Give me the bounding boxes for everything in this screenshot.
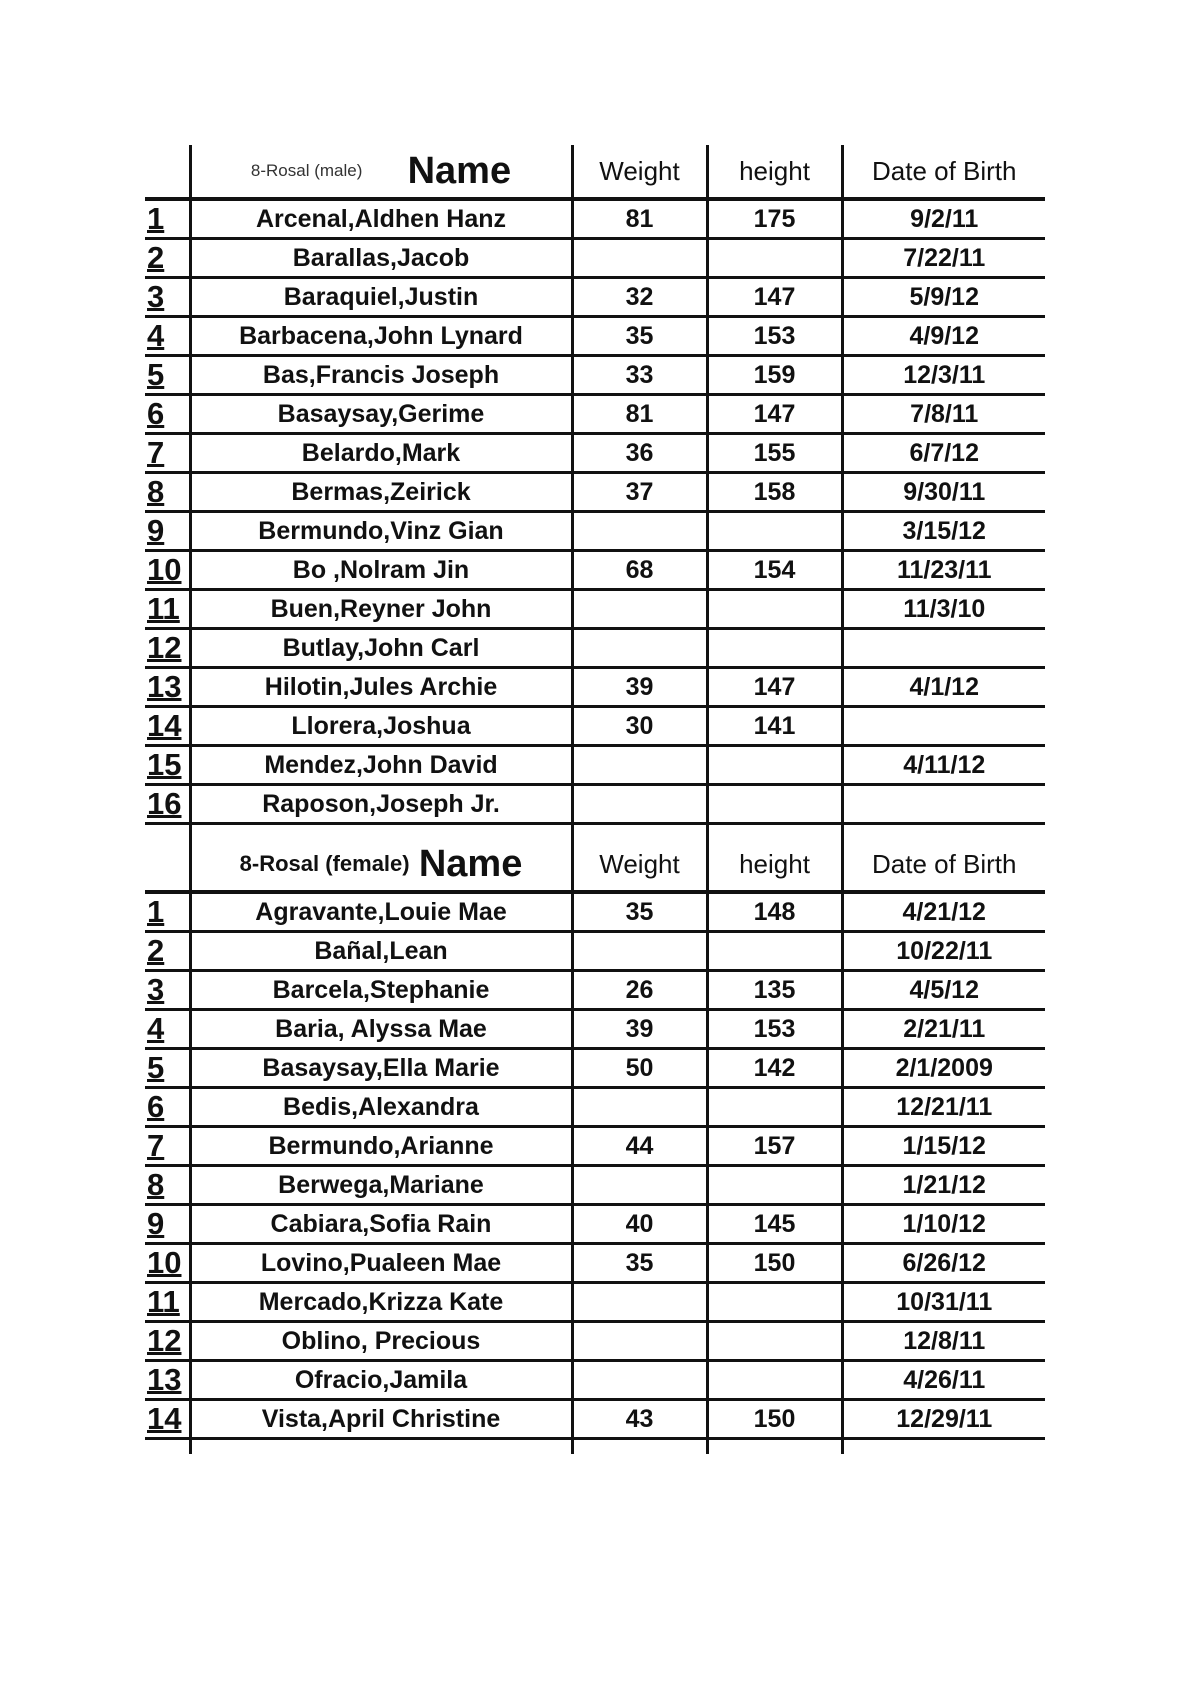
- date-of-birth-cell: 1/21/12: [842, 1166, 1045, 1205]
- height-cell: [707, 629, 842, 668]
- weight-cell: [572, 1088, 707, 1127]
- row-number: 7: [145, 434, 190, 473]
- empty-cell: [842, 1439, 1045, 1455]
- row-number: 3: [145, 971, 190, 1010]
- weight-cell: 50: [572, 1049, 707, 1088]
- height-cell: [707, 932, 842, 971]
- row-number: 7: [145, 1127, 190, 1166]
- student-name: Bañal,Lean: [190, 932, 572, 971]
- date-of-birth-cell: 9/30/11: [842, 473, 1045, 512]
- empty-cell: [145, 824, 190, 840]
- student-name: Barcela,Stephanie: [190, 971, 572, 1010]
- weight-cell: 35: [572, 892, 707, 932]
- height-cell: [707, 1283, 842, 1322]
- table-row: [145, 473, 1045, 512]
- table-row: [145, 395, 1045, 434]
- row-number: 4: [145, 1010, 190, 1049]
- name-column-header: [190, 145, 572, 199]
- height-cell: 142: [707, 1049, 842, 1088]
- date-of-birth-cell: 11/23/11: [842, 551, 1045, 590]
- date-of-birth-cell: 3/15/12: [842, 512, 1045, 551]
- weight-cell: 44: [572, 1127, 707, 1166]
- table-row: [145, 785, 1045, 824]
- height-cell: [707, 785, 842, 824]
- table-row: [145, 551, 1045, 590]
- date-of-birth-cell: 4/21/12: [842, 892, 1045, 932]
- date-of-birth-cell: 4/11/12: [842, 746, 1045, 785]
- student-name: Basaysay,Ella Marie: [190, 1049, 572, 1088]
- student-name: Arcenal,Aldhen Hanz: [190, 199, 572, 239]
- weight-cell: [572, 932, 707, 971]
- table-row: [145, 971, 1045, 1010]
- table-row: [145, 1127, 1045, 1166]
- height-cell: 175: [707, 199, 842, 239]
- date-of-birth-cell: 7/8/11: [842, 395, 1045, 434]
- table-row: [145, 1322, 1045, 1361]
- student-name: Lovino,Pualeen Mae: [190, 1244, 572, 1283]
- student-name: Bermas,Zeirick: [190, 473, 572, 512]
- height-cell: 153: [707, 317, 842, 356]
- weight-cell: [572, 1322, 707, 1361]
- weight-cell: 26: [572, 971, 707, 1010]
- table-tail-row: [145, 824, 1045, 840]
- height-cell: 145: [707, 1205, 842, 1244]
- date-of-birth-cell: 10/31/11: [842, 1283, 1045, 1322]
- height-cell: [707, 1088, 842, 1127]
- table-row: [145, 1049, 1045, 1088]
- table-tail-row: [145, 1439, 1045, 1455]
- student-name: Agravante,Louie Mae: [190, 892, 572, 932]
- student-name: Barbacena,John Lynard: [190, 317, 572, 356]
- date-of-birth-cell: 10/22/11: [842, 932, 1045, 971]
- student-name: Hilotin,Jules Archie: [190, 668, 572, 707]
- height-cell: 150: [707, 1400, 842, 1439]
- student-name: Butlay,John Carl: [190, 629, 572, 668]
- empty-cell: [190, 1439, 572, 1455]
- height-cell: 147: [707, 395, 842, 434]
- weight-cell: 33: [572, 356, 707, 395]
- row-number: 6: [145, 395, 190, 434]
- date-of-birth-cell: 6/26/12: [842, 1244, 1045, 1283]
- height-cell: 153: [707, 1010, 842, 1049]
- height-cell: [707, 1166, 842, 1205]
- row-number: 12: [145, 629, 190, 668]
- row-number: 5: [145, 356, 190, 395]
- table-row: [145, 932, 1045, 971]
- weight-column-header: Weight: [572, 145, 707, 199]
- student-name: Barallas,Jacob: [190, 239, 572, 278]
- weight-cell: 32: [572, 278, 707, 317]
- date-of-birth-cell: [842, 785, 1045, 824]
- empty-cell: [707, 1439, 842, 1455]
- height-cell: 150: [707, 1244, 842, 1283]
- student-name: Belardo,Mark: [190, 434, 572, 473]
- row-number: 4: [145, 317, 190, 356]
- table-row: [145, 629, 1045, 668]
- section-label: 8-Rosal (female): [239, 851, 410, 876]
- height-column-header: height: [707, 838, 842, 892]
- row-number: 11: [145, 590, 190, 629]
- row-number: 13: [145, 1361, 190, 1400]
- height-cell: 155: [707, 434, 842, 473]
- student-name: Llorera,Joshua: [190, 707, 572, 746]
- empty-cell: [842, 824, 1045, 840]
- weight-cell: 36: [572, 434, 707, 473]
- student-name: Raposon,Joseph Jr.: [190, 785, 572, 824]
- student-name: Baria, Alyssa Mae: [190, 1010, 572, 1049]
- table-row: [145, 707, 1045, 746]
- table-row: [145, 1166, 1045, 1205]
- table-row: [145, 356, 1045, 395]
- height-cell: 157: [707, 1127, 842, 1166]
- row-number: 2: [145, 932, 190, 971]
- weight-cell: [572, 239, 707, 278]
- female-roster-table: [145, 838, 1045, 1454]
- weight-column-header: Weight: [572, 838, 707, 892]
- table-row: [145, 892, 1045, 932]
- weight-cell: [572, 785, 707, 824]
- weight-cell: 37: [572, 473, 707, 512]
- table-row: [145, 668, 1045, 707]
- table-row: [145, 1088, 1045, 1127]
- header-row: [145, 838, 1045, 892]
- table-row: [145, 1205, 1045, 1244]
- height-cell: 154: [707, 551, 842, 590]
- row-number: 1: [145, 199, 190, 239]
- row-number: 11: [145, 1283, 190, 1322]
- height-cell: [707, 590, 842, 629]
- table-row: [145, 1361, 1045, 1400]
- weight-cell: [572, 746, 707, 785]
- row-number: 15: [145, 746, 190, 785]
- name-column-header: [190, 838, 572, 892]
- male-rows: [145, 199, 1045, 839]
- female-rows: [145, 892, 1045, 1454]
- table-row: [145, 1283, 1045, 1322]
- row-number: 2: [145, 239, 190, 278]
- height-cell: 135: [707, 971, 842, 1010]
- weight-cell: [572, 590, 707, 629]
- date-of-birth-cell: 2/1/2009: [842, 1049, 1045, 1088]
- row-number: 9: [145, 1205, 190, 1244]
- date-of-birth-cell: 2/21/11: [842, 1010, 1045, 1049]
- height-cell: 148: [707, 892, 842, 932]
- name-header-label: Name: [418, 842, 523, 885]
- dob-column-header: Date of Birth: [842, 145, 1045, 199]
- table-row: [145, 1244, 1045, 1283]
- row-number: 12: [145, 1322, 190, 1361]
- row-number: 16: [145, 785, 190, 824]
- empty-cell: [572, 824, 707, 840]
- student-name: Bermundo,Arianne: [190, 1127, 572, 1166]
- student-name: Bermundo,Vinz Gian: [190, 512, 572, 551]
- row-number: 14: [145, 707, 190, 746]
- weight-cell: 39: [572, 1010, 707, 1049]
- date-of-birth-cell: 1/15/12: [842, 1127, 1045, 1166]
- height-cell: [707, 239, 842, 278]
- table-row: [145, 746, 1045, 785]
- height-cell: [707, 1322, 842, 1361]
- height-cell: [707, 512, 842, 551]
- height-cell: [707, 1361, 842, 1400]
- date-of-birth-cell: 9/2/11: [842, 199, 1045, 239]
- weight-cell: 30: [572, 707, 707, 746]
- student-name: Ofracio,Jamila: [190, 1361, 572, 1400]
- row-number: 3: [145, 278, 190, 317]
- date-of-birth-cell: [842, 707, 1045, 746]
- weight-cell: 39: [572, 668, 707, 707]
- date-of-birth-cell: [842, 629, 1045, 668]
- student-name: Baraquiel,Justin: [190, 278, 572, 317]
- row-number: 9: [145, 512, 190, 551]
- weight-cell: 68: [572, 551, 707, 590]
- empty-cell: [145, 1439, 190, 1455]
- row-number: 8: [145, 473, 190, 512]
- row-number: 10: [145, 1244, 190, 1283]
- date-of-birth-cell: 12/8/11: [842, 1322, 1045, 1361]
- table-row: [145, 434, 1045, 473]
- number-column-header: [145, 838, 190, 892]
- student-name: Oblino, Precious: [190, 1322, 572, 1361]
- weight-cell: [572, 1283, 707, 1322]
- name-header-label: Name: [407, 149, 512, 192]
- weight-cell: 43: [572, 1400, 707, 1439]
- student-name: Bedis,Alexandra: [190, 1088, 572, 1127]
- table-row: [145, 239, 1045, 278]
- female-roster: [145, 838, 1045, 1454]
- student-name: Berwega,Mariane: [190, 1166, 572, 1205]
- height-column-header: height: [707, 145, 842, 199]
- weight-cell: [572, 1361, 707, 1400]
- date-of-birth-cell: 4/9/12: [842, 317, 1045, 356]
- table-row: [145, 1400, 1045, 1439]
- height-cell: 159: [707, 356, 842, 395]
- row-number: 5: [145, 1049, 190, 1088]
- student-name: Buen,Reyner John: [190, 590, 572, 629]
- date-of-birth-cell: 1/10/12: [842, 1205, 1045, 1244]
- empty-cell: [190, 824, 572, 840]
- empty-cell: [572, 1439, 707, 1455]
- weight-cell: 81: [572, 199, 707, 239]
- weight-cell: [572, 512, 707, 551]
- date-of-birth-cell: 4/5/12: [842, 971, 1045, 1010]
- date-of-birth-cell: 12/3/11: [842, 356, 1045, 395]
- weight-cell: 40: [572, 1205, 707, 1244]
- weight-cell: [572, 629, 707, 668]
- table-row: [145, 199, 1045, 239]
- row-number: 8: [145, 1166, 190, 1205]
- weight-cell: 81: [572, 395, 707, 434]
- student-name: Cabiara,Sofia Rain: [190, 1205, 572, 1244]
- dob-column-header: Date of Birth: [842, 838, 1045, 892]
- section-label: 8-Rosal (male): [250, 161, 363, 180]
- date-of-birth-cell: 5/9/12: [842, 278, 1045, 317]
- empty-cell: [707, 824, 842, 840]
- row-number: 13: [145, 668, 190, 707]
- date-of-birth-cell: 4/26/11: [842, 1361, 1045, 1400]
- height-cell: [707, 746, 842, 785]
- date-of-birth-cell: 4/1/12: [842, 668, 1045, 707]
- table-row: [145, 317, 1045, 356]
- row-number: 6: [145, 1088, 190, 1127]
- table-row: [145, 1010, 1045, 1049]
- row-number: 1: [145, 892, 190, 932]
- table-row: [145, 278, 1045, 317]
- student-name: Mercado,Krizza Kate: [190, 1283, 572, 1322]
- weight-cell: 35: [572, 1244, 707, 1283]
- weight-cell: 35: [572, 317, 707, 356]
- student-name: Bo ,Nolram Jin: [190, 551, 572, 590]
- student-name: Bas,Francis Joseph: [190, 356, 572, 395]
- height-cell: 147: [707, 668, 842, 707]
- male-roster: [145, 145, 1045, 839]
- student-name: Basaysay,Gerime: [190, 395, 572, 434]
- height-cell: 158: [707, 473, 842, 512]
- row-number: 10: [145, 551, 190, 590]
- height-cell: 147: [707, 278, 842, 317]
- date-of-birth-cell: 6/7/12: [842, 434, 1045, 473]
- number-column-header: [145, 145, 190, 199]
- date-of-birth-cell: 12/29/11: [842, 1400, 1045, 1439]
- date-of-birth-cell: 11/3/10: [842, 590, 1045, 629]
- student-name: Vista,April Christine: [190, 1400, 572, 1439]
- date-of-birth-cell: 12/21/11: [842, 1088, 1045, 1127]
- male-roster-table: [145, 145, 1045, 839]
- weight-cell: [572, 1166, 707, 1205]
- header-row: [145, 145, 1045, 199]
- table-row: [145, 512, 1045, 551]
- row-number: 14: [145, 1400, 190, 1439]
- student-name: Mendez,John David: [190, 746, 572, 785]
- table-row: [145, 590, 1045, 629]
- date-of-birth-cell: 7/22/11: [842, 239, 1045, 278]
- height-cell: 141: [707, 707, 842, 746]
